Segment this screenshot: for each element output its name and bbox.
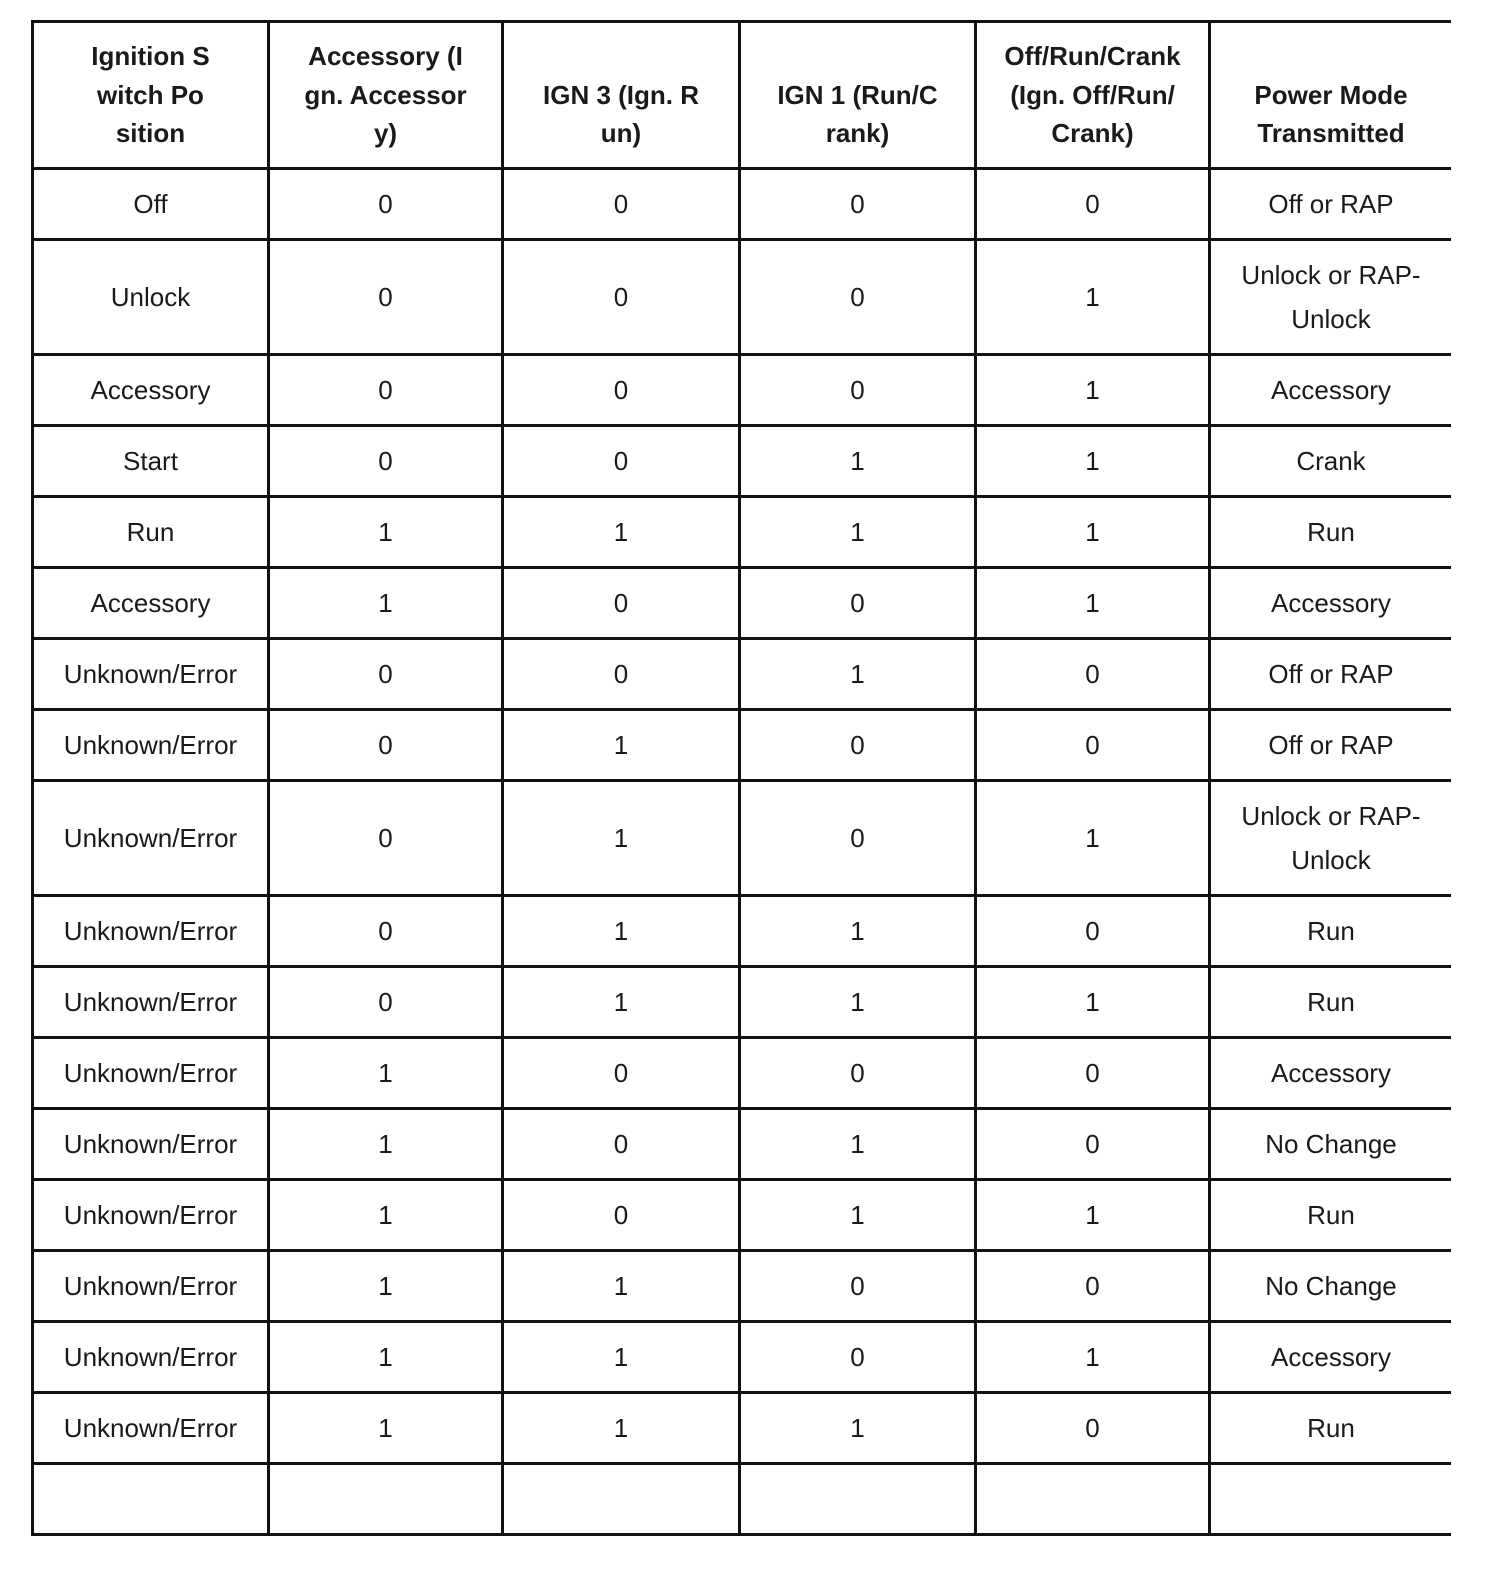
cell-off-run-crank: 1: [976, 1179, 1210, 1250]
cell-power-mode: Accessory: [1210, 567, 1452, 638]
table-row: [33, 895, 1452, 966]
cell-switch-position: Accessory: [33, 354, 269, 425]
cell-ign-3: 1: [503, 496, 740, 567]
header-accessory: Accessory (Ign. Accessory): [269, 22, 503, 169]
cell-accessory: 0: [269, 895, 503, 966]
cell-power-mode: Off or RAP: [1210, 168, 1452, 239]
cell-switch-position: [33, 1463, 269, 1534]
table-row-partial: [33, 1463, 1452, 1534]
cell-accessory: 0: [269, 638, 503, 709]
table-row: [33, 168, 1452, 239]
cell-ign-3: 0: [503, 168, 740, 239]
cell-power-mode: [1210, 780, 1452, 895]
cell-off-run-crank: 1: [976, 780, 1210, 895]
cell-ign-1: 1: [740, 496, 976, 567]
cell-ign-3: 0: [503, 425, 740, 496]
cell-switch-position: Unknown/Error: [33, 709, 269, 780]
cell-power-mode: Crank: [1210, 425, 1452, 496]
cell-ign-3: 1: [503, 895, 740, 966]
cell-switch-position: Start: [33, 425, 269, 496]
cell-switch-position: Unknown/Error: [33, 1250, 269, 1321]
cell-ign-3: 0: [503, 1037, 740, 1108]
table-row: [33, 239, 1452, 354]
table-row: [33, 1037, 1452, 1108]
cell-power-mode: Run: [1210, 496, 1452, 567]
cell-off-run-crank: 0: [976, 1392, 1210, 1463]
cell-ign-1: 1: [740, 1179, 976, 1250]
cell-switch-position: Unknown/Error: [33, 638, 269, 709]
cell-accessory: 0: [269, 780, 503, 895]
cell-off-run-crank: 0: [976, 1037, 1210, 1108]
cell-accessory: 1: [269, 1179, 503, 1250]
document-page: [31, 20, 1451, 1584]
cell-ign-3: 0: [503, 1108, 740, 1179]
cell-switch-position: Unlock: [33, 239, 269, 354]
table-row: [33, 638, 1452, 709]
table-row: [33, 1250, 1452, 1321]
cell-switch-position: Unknown/Error: [33, 1321, 269, 1392]
header-ignition-switch-position: Ignition Switch Position: [33, 22, 269, 169]
cell-power-mode: No Change: [1210, 1250, 1452, 1321]
cell-power-mode: No Change: [1210, 1108, 1452, 1179]
cell-switch-position: Unknown/Error: [33, 1179, 269, 1250]
header-off-run-crank: Off/Run/Crank (Ign. Off/Run/Crank): [976, 22, 1210, 169]
cell-accessory: 0: [269, 966, 503, 1037]
cell-off-run-crank: [976, 1463, 1210, 1534]
cell-power-mode: Accessory: [1210, 1321, 1452, 1392]
cell-ign-3: 0: [503, 567, 740, 638]
cell-off-run-crank: 0: [976, 168, 1210, 239]
cell-accessory: 0: [269, 354, 503, 425]
header-ign-1: IGN 1 (Run/Crank): [740, 22, 976, 169]
cell-ign-1: 0: [740, 567, 976, 638]
header-ign-3: IGN 3 (Ign. Run): [503, 22, 740, 169]
power-mode-text: Unlock or RAP-Unlock: [1241, 800, 1421, 875]
cell-switch-position: Off: [33, 168, 269, 239]
cell-power-mode: Accessory: [1210, 1037, 1452, 1108]
cell-accessory: 0: [269, 709, 503, 780]
cell-ign-1: 0: [740, 1250, 976, 1321]
cell-accessory: [269, 1463, 503, 1534]
table-row: [33, 709, 1452, 780]
table-row: [33, 567, 1452, 638]
cell-accessory: 1: [269, 496, 503, 567]
cell-power-mode: [1210, 239, 1452, 354]
cell-off-run-crank: 1: [976, 966, 1210, 1037]
table-row: [33, 780, 1452, 895]
cell-power-mode: [1210, 1463, 1452, 1534]
cell-off-run-crank: 1: [976, 1321, 1210, 1392]
cell-ign-3: 1: [503, 1392, 740, 1463]
cell-ign-1: 1: [740, 425, 976, 496]
cell-accessory: 0: [269, 168, 503, 239]
cell-off-run-crank: 1: [976, 354, 1210, 425]
cell-ign-3: 0: [503, 638, 740, 709]
cell-ign-1: 1: [740, 1108, 976, 1179]
cell-power-mode: Run: [1210, 895, 1452, 966]
cell-ign-3: 1: [503, 780, 740, 895]
cell-ign-1: 0: [740, 709, 976, 780]
cell-off-run-crank: 0: [976, 638, 1210, 709]
cell-switch-position: Unknown/Error: [33, 1392, 269, 1463]
cell-off-run-crank: 1: [976, 567, 1210, 638]
cell-accessory: 1: [269, 1108, 503, 1179]
table-row: [33, 1179, 1452, 1250]
cell-ign-1: 1: [740, 895, 976, 966]
cell-off-run-crank: 0: [976, 895, 1210, 966]
table-row: [33, 425, 1452, 496]
cell-off-run-crank: 1: [976, 425, 1210, 496]
header-power-mode-transmitted: Power Mode Transmitted: [1210, 22, 1452, 169]
table-row: [33, 496, 1452, 567]
cell-off-run-crank: 1: [976, 239, 1210, 354]
cell-ign-1: [740, 1463, 976, 1534]
cell-power-mode: Run: [1210, 1392, 1452, 1463]
table-row: [33, 1392, 1452, 1463]
cell-ign-1: 1: [740, 1392, 976, 1463]
cell-accessory: 0: [269, 425, 503, 496]
cell-ign-3: 1: [503, 1321, 740, 1392]
cell-off-run-crank: 0: [976, 1108, 1210, 1179]
cell-ign-1: 1: [740, 966, 976, 1037]
cell-ign-1: 0: [740, 354, 976, 425]
cell-ign-3: 1: [503, 1250, 740, 1321]
cell-ign-1: 1: [740, 638, 976, 709]
cell-ign-3: [503, 1463, 740, 1534]
cell-power-mode: Accessory: [1210, 354, 1452, 425]
cell-accessory: 0: [269, 239, 503, 354]
cell-power-mode: Run: [1210, 1179, 1452, 1250]
cell-switch-position: Unknown/Error: [33, 895, 269, 966]
cell-accessory: 1: [269, 1250, 503, 1321]
cell-power-mode: Off or RAP: [1210, 638, 1452, 709]
ignition-power-mode-table: [31, 20, 1451, 1536]
cell-switch-position: Run: [33, 496, 269, 567]
cell-switch-position: Accessory: [33, 567, 269, 638]
table-row: [33, 354, 1452, 425]
cell-ign-3: 0: [503, 1179, 740, 1250]
table-row: [33, 1321, 1452, 1392]
cell-switch-position: Unknown/Error: [33, 1108, 269, 1179]
cell-ign-3: 0: [503, 354, 740, 425]
cell-switch-position: Unknown/Error: [33, 966, 269, 1037]
cell-ign-3: 0: [503, 239, 740, 354]
cell-off-run-crank: 0: [976, 1250, 1210, 1321]
cell-ign-1: 0: [740, 780, 976, 895]
cell-ign-1: 0: [740, 1037, 976, 1108]
cell-accessory: 1: [269, 1321, 503, 1392]
cell-switch-position: Unknown/Error: [33, 1037, 269, 1108]
table-header-row: [33, 22, 1452, 169]
cell-switch-position: Unknown/Error: [33, 780, 269, 895]
cell-accessory: 1: [269, 567, 503, 638]
table-row: [33, 966, 1452, 1037]
cell-ign-3: 1: [503, 966, 740, 1037]
power-mode-text: Unlock or RAP-Unlock: [1241, 259, 1421, 334]
cell-off-run-crank: 1: [976, 496, 1210, 567]
cell-ign-1: 0: [740, 1321, 976, 1392]
cell-power-mode: Run: [1210, 966, 1452, 1037]
cell-ign-1: 0: [740, 168, 976, 239]
cell-accessory: 1: [269, 1037, 503, 1108]
cell-ign-1: 0: [740, 239, 976, 354]
table-row: [33, 1108, 1452, 1179]
cell-ign-3: 1: [503, 709, 740, 780]
cell-off-run-crank: 0: [976, 709, 1210, 780]
cell-accessory: 1: [269, 1392, 503, 1463]
cell-power-mode: Off or RAP: [1210, 709, 1452, 780]
